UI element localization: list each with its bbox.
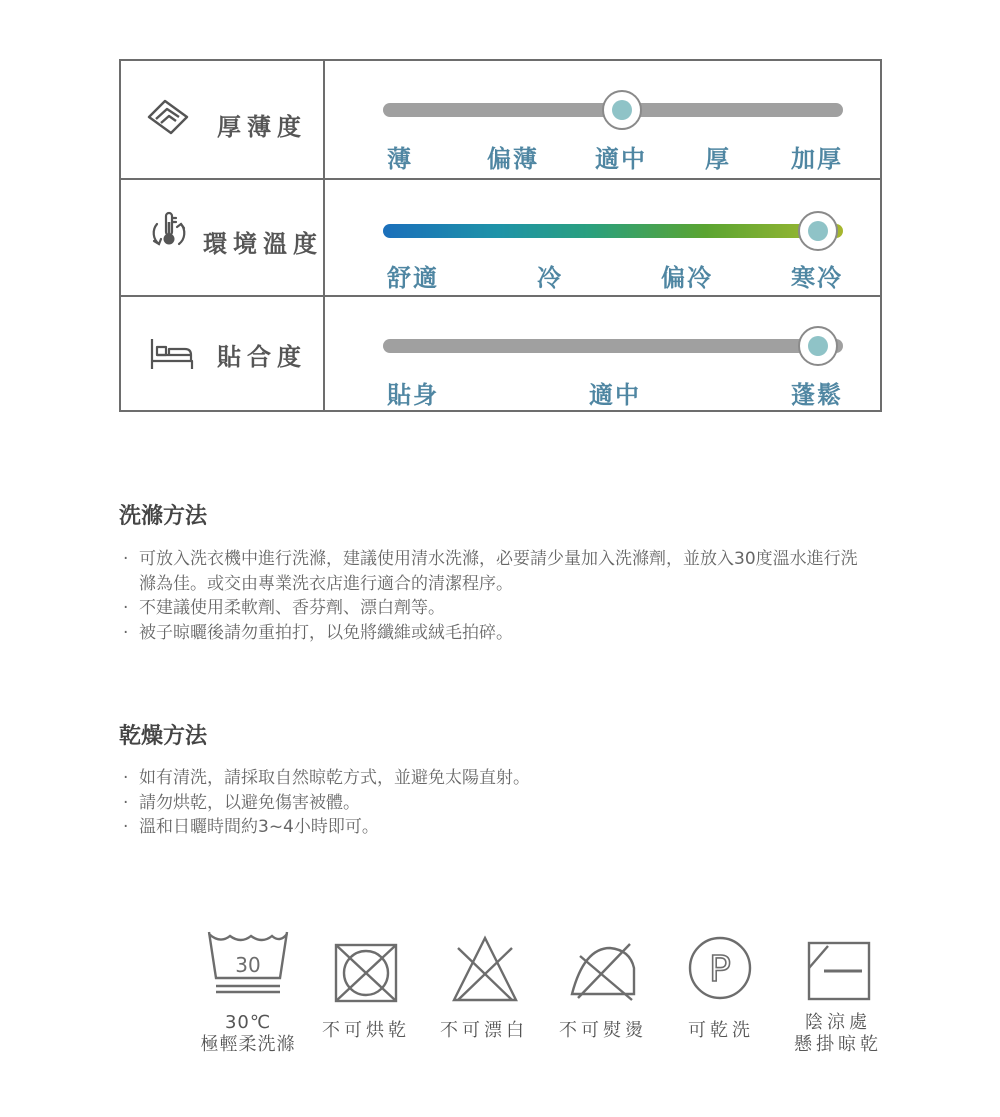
care-symbol-no-iron [568, 938, 640, 1004]
scale-label: 適中 [589, 381, 641, 409]
care-label-line: 30℃ [224, 1012, 272, 1033]
list-item [119, 766, 859, 791]
bed-icon [149, 335, 195, 375]
care-symbol-no-tumble-dry [333, 942, 399, 1004]
temperature-slider-knob [798, 211, 838, 251]
scale-label: 偏冷 [661, 264, 713, 292]
thickness-slider-knob [602, 90, 642, 130]
scale-label: 冷 [537, 264, 563, 292]
drying-title: 乾燥方法 [119, 724, 208, 749]
list-item-text: · 被子晾曬後請勿重拍打，以免將纖維或絨毛拍碎。 [139, 622, 513, 643]
no-tumble-dry-icon [333, 942, 399, 1004]
care-symbol-line-dry-shade [806, 940, 872, 1002]
drying-list [119, 766, 859, 840]
property-name: 貼合度 [217, 343, 307, 371]
care-symbol-wash [206, 930, 290, 1000]
property-name: 厚薄度 [217, 113, 307, 141]
property-label-cell [121, 180, 325, 295]
property-label-cell [121, 61, 325, 178]
list-item [119, 547, 859, 596]
wash-30-gentle-icon [206, 930, 290, 1000]
list-item-text: · 不建議使用柔軟劑、香芬劑、漂白劑等。 [139, 598, 445, 618]
wash-temperature-text: 30 [235, 953, 261, 977]
no-bleach-icon [450, 934, 520, 1004]
list-item-text: · 溫和日曬時間約3~4小時即可。 [139, 817, 379, 837]
care-label-no-tumble-dry: 不可烘乾 [322, 1020, 410, 1041]
scale-label: 適中 [595, 145, 647, 173]
care-label-no-iron: 不可熨燙 [559, 1020, 647, 1041]
care-label-line-dry-shade [790, 1012, 886, 1056]
fit-slider-track [383, 339, 843, 353]
scale-label: 貼身 [387, 381, 439, 409]
scale-label: 偏薄 [487, 145, 539, 173]
care-symbol-dry-clean [686, 934, 754, 1002]
care-label-line: 懸掛晾乾 [794, 1034, 882, 1055]
care-label-wash [198, 1012, 298, 1056]
thermometer-icon [147, 210, 193, 250]
scale-label: 蓬鬆 [791, 381, 843, 409]
property-name: 環境溫度 [203, 230, 323, 258]
scale-label: 加厚 [791, 145, 843, 173]
scale-label: 舒適 [387, 264, 439, 292]
list-item-text: · 可放入洗衣機中進行洗滌，建議使用清水洗滌，必要請少量加入洗滌劑，並放入30度溫水進行洗滌為佳。或交由專業洗衣店進行適合的清潔程序。 [139, 549, 858, 594]
property-row-temperature [121, 178, 880, 295]
property-row-fit [121, 295, 880, 410]
dry-clean-letter: P [709, 949, 731, 990]
list-item [119, 815, 859, 840]
scale-label: 薄 [387, 145, 413, 173]
care-symbol-no-bleach [450, 934, 520, 1004]
scale-label: 寒冷 [791, 264, 843, 292]
care-label-dry-clean: 可乾洗 [688, 1020, 754, 1041]
line-dry-shade-icon [806, 940, 872, 1002]
list-item-text: · 請勿烘乾，以避免傷害被體。 [139, 792, 360, 813]
fit-slider-knob [798, 326, 838, 366]
thickness-icon [145, 97, 191, 137]
list-item [119, 791, 859, 816]
temperature-slider-track [383, 224, 843, 238]
washing-title: 洗滌方法 [119, 504, 208, 529]
care-label-no-bleach: 不可漂白 [440, 1020, 528, 1041]
list-item [119, 621, 859, 646]
scale-label: 厚 [705, 145, 731, 173]
care-label-line: 極輕柔洗滌 [200, 1034, 296, 1055]
care-label-line: 陰涼處 [805, 1012, 871, 1033]
property-row-thickness [121, 61, 880, 178]
properties-table [119, 59, 882, 412]
washing-list [119, 547, 859, 645]
property-label-cell [121, 297, 325, 410]
dry-clean-p-icon [686, 934, 754, 1002]
list-item [119, 596, 859, 621]
no-iron-icon [568, 938, 640, 1004]
list-item-text: · 如有清洗，請採取自然晾乾方式，並避免太陽直射。 [139, 768, 530, 788]
